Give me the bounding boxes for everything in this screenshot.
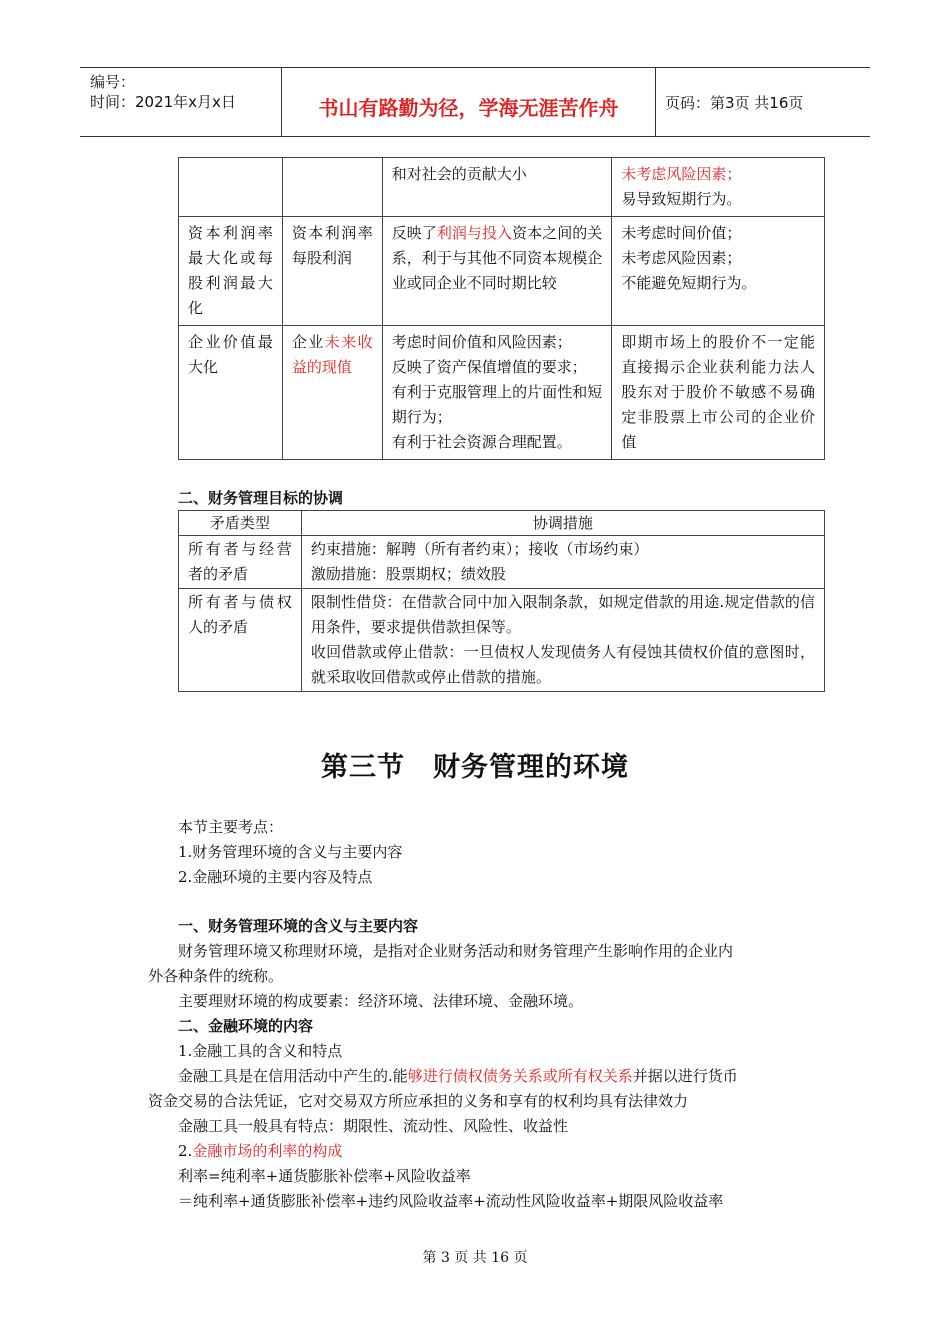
text-run: 资本之间的关系，利于与其他不同资本规模企业或同企业不同时期比较 [391,224,603,292]
paragraph-line: 主要理财环境的构成要素：经济环境、法律环境、金融环境。 [178,992,584,1010]
header-page-cell [655,68,870,136]
cell-text [392,221,603,296]
page-info: 页码：第3页 共16页 [665,94,804,112]
cell-line: 不能避免短期行为。 [621,274,757,292]
table-cell [612,326,825,460]
number-label: 编号： [90,73,136,91]
paragraph-line: 资金交易的合法凭证，它对交易双方所应承担的义务和享有的权利均具有法律效力 [148,1092,689,1110]
text-run: 并据以进行货币 [632,1067,738,1085]
chapter-title: 第三节 财务管理的环境 [321,752,629,783]
section-heading: 二、财务管理目标的协调 [178,489,344,507]
motto: 书山有路勤为径，学海无涯苦作舟 [318,96,619,120]
table-cell [301,536,824,589]
cell-paragraph: 限制性借贷：在借款合同中加入限制条款，如规定借款的用途.规定借款的信用条件，要求提供借款担保等。 [310,593,815,636]
page-header [80,67,870,137]
table-row [179,217,825,326]
text-run: 反映了 [391,224,437,242]
cell-text: 资本利润率每股利润 [291,224,373,267]
table-row [179,536,825,589]
text-run-red: 利润与投入 [436,224,513,242]
cell-paragraph: 收回借款或停止借款：一旦债权人发现债务人有侵蚀其债权价值的意图时，就采取收回借款或停止借款的措施。 [310,643,815,686]
paragraph-line [178,1065,738,1086]
formula-line: 利率=纯利率+通货膨胀补偿率+风险收益率 [178,1167,471,1185]
table-cell: 所有者与债权人的矛盾 [179,589,302,692]
table-header-row [179,511,825,536]
cell-line: 约束措施：解聘（所有者约束）；接收（市场约束） [310,540,649,558]
table-row [179,158,825,217]
text-run: 企业 [291,333,325,351]
column-header: 协调措施 [301,511,824,536]
table-cell [382,326,612,460]
table-cell [612,158,825,217]
cell-text: 即期市场上的股价不一定能直接揭示企业获利能力法人股东对于股价不敏感不易确定非股票上市公司的企业价值 [621,333,815,451]
text-run-red: 金融市场的利率的构成 [192,1142,343,1160]
cell-line: 有利于社会资源合理配置。 [391,433,572,451]
table-cell [612,217,825,326]
key-point: 1.财务管理环境的含义与主要内容 [178,843,403,861]
table-cell: 所有者与经营者的矛盾 [179,536,302,589]
header-motto-cell [281,68,656,136]
text-run: 2. [178,1142,193,1160]
text-run-red: 够进行债权债务关系或所有权关系 [407,1067,633,1085]
cell-text-red: 未考虑风险因素； [621,165,742,183]
table-cell [282,217,382,326]
section-heading: 二、金融环境的内容 [178,1017,314,1035]
paragraph-line: 财务管理环境又称理财环境，是指对企业财务活动和财务管理产生影响作用的企业内 [178,942,734,960]
formula-line: ＝纯利率+通货膨胀补偿率+违约风险收益率+流动性风险收益率+期限风险收益率 [178,1192,724,1210]
column-header: 矛盾类型 [179,511,302,536]
time-label: 时间：2021年x月x日 [90,93,236,111]
text-run: 金融工具是在信用活动中产生的.能 [178,1067,408,1085]
cell-text: 企业价值最大化 [188,333,273,376]
subheading [178,1140,342,1161]
key-point: 2.金融环境的主要内容及特点 [178,868,373,886]
cell-line: 考虑时间价值和风险因素； [391,333,572,351]
section-heading: 一、财务管理环境的含义与主要内容 [178,917,419,935]
subheading: 1.金融工具的含义和特点 [178,1042,343,1060]
cell-line: 激励措施：股票期权；绩效股 [310,565,506,583]
page-footer: 第 3 页 共 16 页 [422,1250,528,1266]
table-row [179,326,825,460]
table-cell [301,589,824,692]
table-cell [282,158,382,217]
cell-line: 反映了资产保值增值的要求； [391,358,587,376]
objectives-table [178,157,825,460]
cell-text: 资本利润率最大化或每股利润最大化 [188,224,273,317]
table-cell [179,326,283,460]
paragraph-line: 外各种条件的统称。 [148,967,284,985]
table-cell [179,158,283,217]
table-cell [179,217,283,326]
cell-line: 有利于克服管理上的片面性和短期行为； [391,383,603,426]
table-cell [382,217,612,326]
cell-text: 和对社会的贡献大小 [391,165,527,183]
cell-line: 未考虑风险因素； [621,249,742,267]
table-cell [382,158,612,217]
header-meta [80,68,280,136]
table-cell [282,326,382,460]
table-row [179,589,825,692]
text-run-red: 未来收益的现值 [291,333,373,376]
cell-line: 未考虑时间价值； [621,224,742,242]
paragraph-line: 金融工具一般具有特点：期限性、流动性、风险性、收益性 [178,1117,569,1135]
coordination-table [178,510,825,692]
cell-text [292,330,373,380]
cell-text: 易导致短期行为。 [621,190,742,208]
key-points-label: 本节主要考点： [178,818,284,836]
